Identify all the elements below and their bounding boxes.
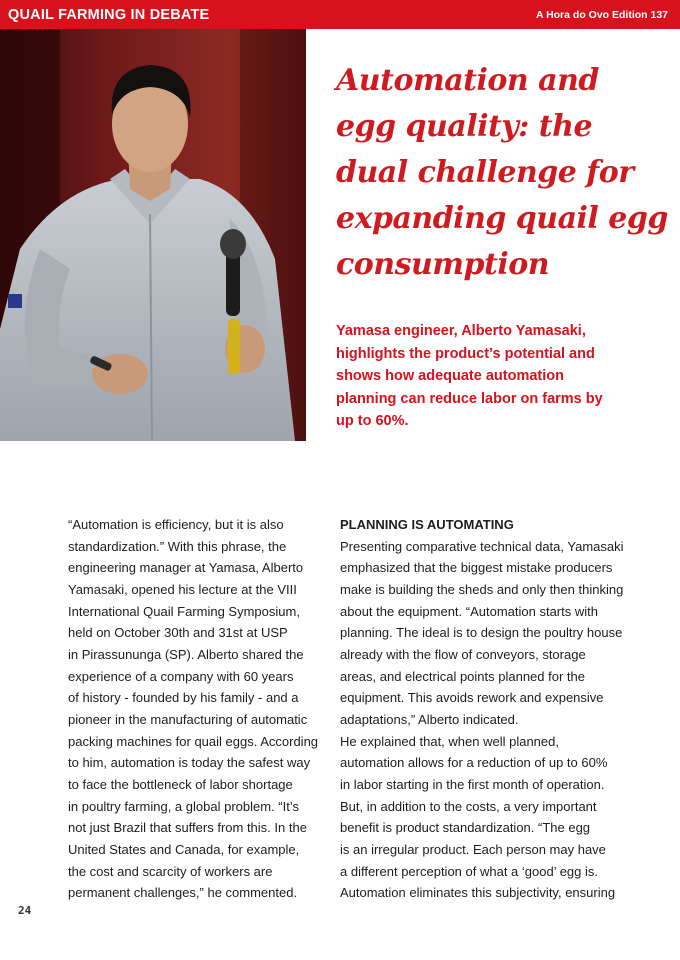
body-line: packing machines for quail eggs. According [68,733,319,749]
body-line: make is building the sheds and only then thinking [340,581,624,597]
headline-line: Automation and [336,63,599,98]
subtitle-line: up to 60%. [336,413,409,430]
edition-label: A Hora do Ovo Edition 137 [535,9,668,21]
section-label: QUAIL FARMING IN DEBATE [8,7,210,23]
body-line: “Automation is efficiency, but it is also [68,517,284,532]
body-line: to face the bottleneck of labor shortage [68,776,293,792]
body-line: planning. The ideal is to design the poultry house [340,625,623,641]
body-line: Automation eliminates this subjectivity, ensuring [340,885,616,901]
body-line: is an irregular product. Each person may have [340,841,606,857]
body-line: experience of a company with 60 years [68,668,294,684]
body-line: about the equipment. “Automation starts with [340,603,598,619]
body-line: benefit is product standardization. “The egg [340,820,591,836]
body-line: emphasized that the biggest mistake producers [340,560,613,576]
article-body-left-column [68,514,364,904]
body-line: not just Brazil that suffers from this. In the [68,820,307,836]
body-line: automation allows for a reduction of up to 60% [340,755,608,771]
subtitle-line: shows how adequate automation [336,368,564,385]
body-line: engineering manager at Yamasa, Alberto [68,560,304,576]
body-line: in labor starting in the first month of operation. [340,776,605,792]
headline-line: expanding quail egg [336,201,668,236]
page-number: 24 [18,904,32,917]
header-bar [0,0,680,29]
subtitle-line: planning can reduce labor on farms by [336,390,603,407]
body-line: of history - founded by his family - and a [68,690,299,706]
body-line: He explained that, when well planned, [340,733,559,749]
body-line: International Quail Farming Symposium, [68,603,300,619]
body-line: a different perception of what a ‘good’ egg is. [340,863,599,879]
body-line: Presenting comparative technical data, Yamasaki [340,538,624,554]
body-line: adaptations,” Alberto indicated. [340,711,519,727]
speaker-holding-microphone-icon [0,29,306,441]
article-subtitle [336,320,636,433]
body-line: held on October 30th and 31st at USP [68,625,288,641]
body-line: standardization.” With this phrase, the [68,538,287,554]
section-heading: PLANNING IS AUTOMATING [340,517,514,532]
subtitle-line: Yamasa engineer, Alberto Yamasaki, [336,323,586,339]
body-line: the cost and scarcity of workers are [68,863,273,879]
body-line: in poultry farming, a global problem. “It’s [68,798,299,814]
body-line: equipment. This avoids rework and expensive [340,690,604,706]
article-body-right-column [340,514,636,904]
body-line: pioneer in the manufacturing of automatic [68,711,308,727]
headline-line: consumption [336,247,550,282]
body-line: areas, and electrical points planned for the [340,668,585,684]
headline-line: egg quality: the [336,109,593,144]
body-line: in Pirassununga (SP). Alberto shared the [68,646,304,662]
body-line: Yamasaki, opened his lecture at the VIII [68,581,297,597]
body-line: But, in addition to the costs, a very important [340,798,597,814]
body-line: United States and Canada, for example, [68,841,300,857]
body-line: to him, automation is today the safest way [68,755,311,771]
article-headline [336,58,668,288]
body-line: already with the flow of conveyors, storage [340,646,586,662]
body-line: permanent challenges,” he commented. [68,885,298,901]
headline-line: dual challenge for [336,155,634,190]
subtitle-line: highlights the product’s potential and [336,345,595,362]
speaker-photo [0,29,306,441]
